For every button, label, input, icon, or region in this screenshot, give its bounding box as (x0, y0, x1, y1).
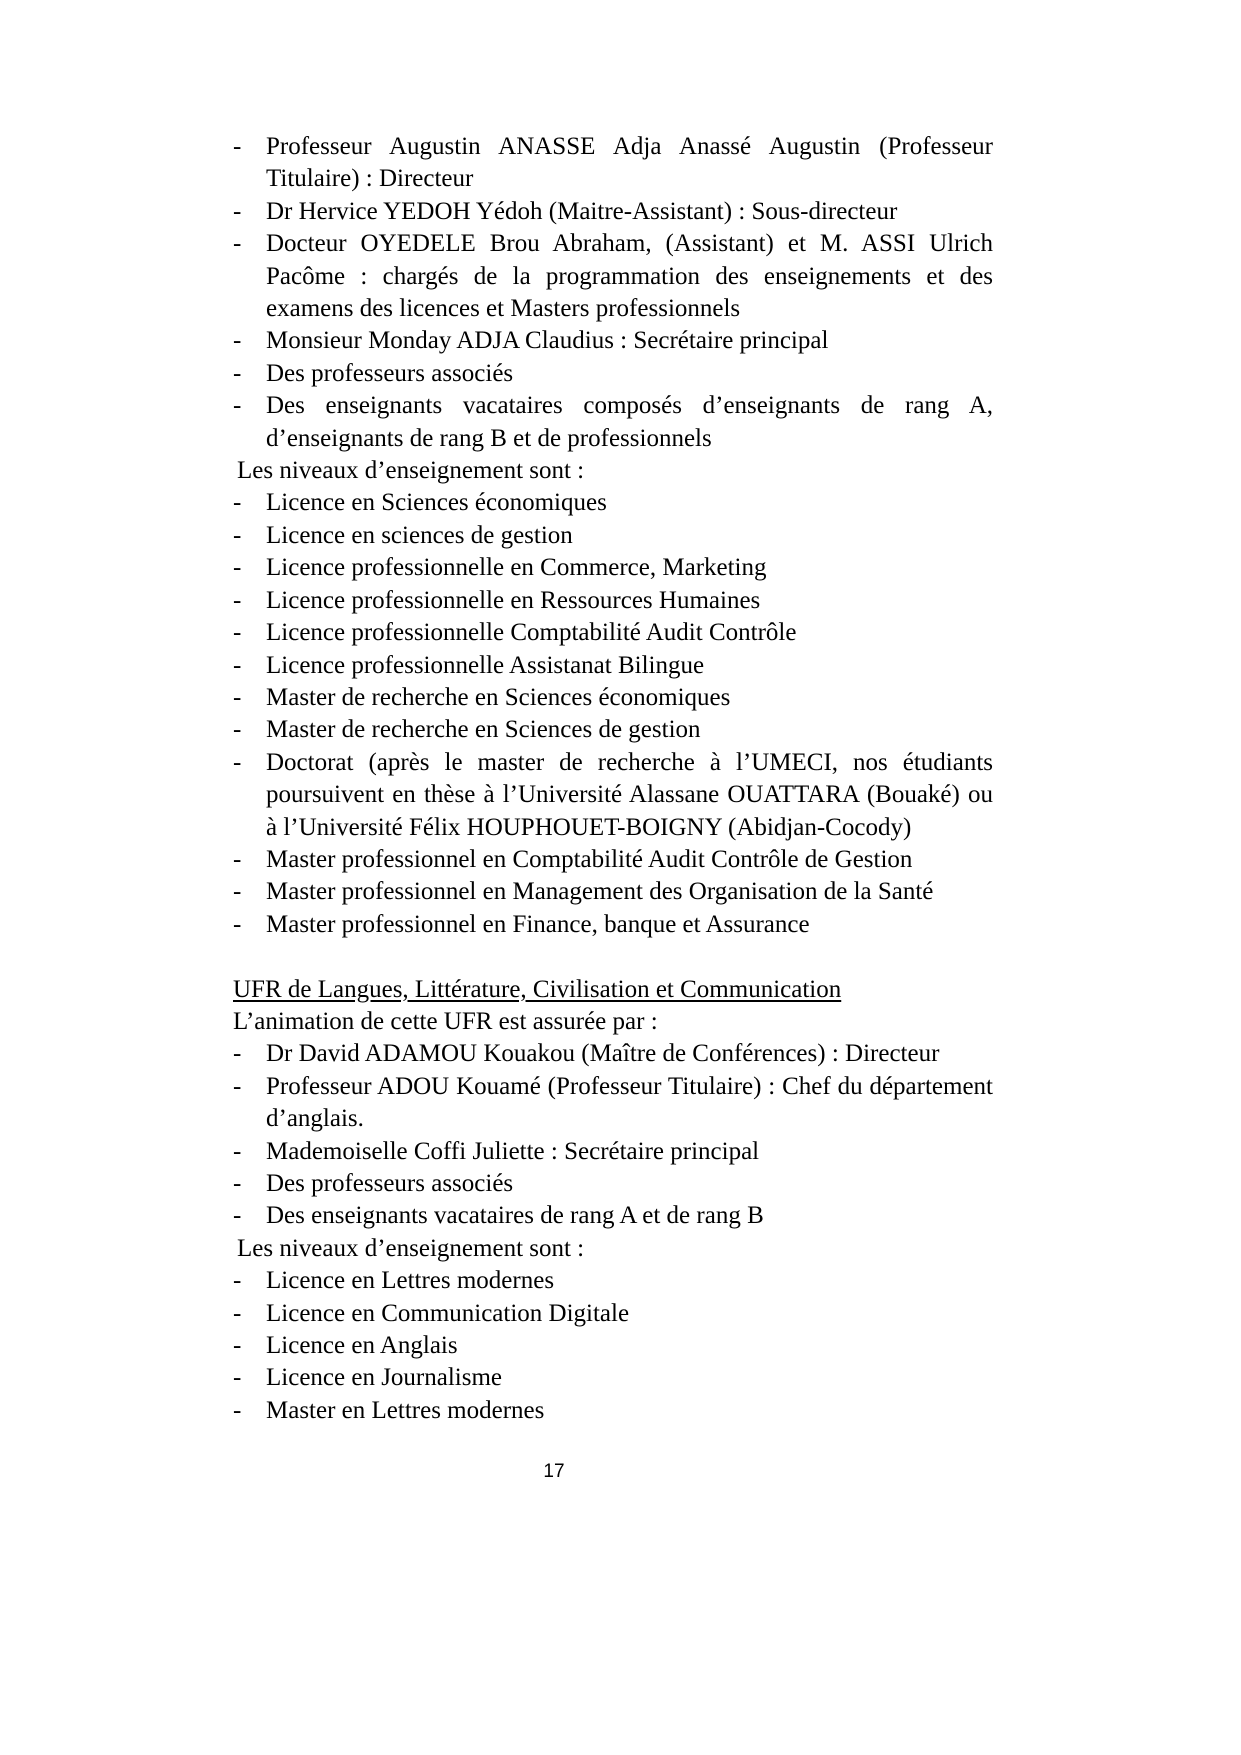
bullet-dash-icon: - (233, 327, 242, 355)
list-item: - Doctorat (après le master de recherche à l’UMECI, nos étudiants poursuivent en thèse à l’Université Alassane OUATTARA (Bouaké) ou à l’Université Félix HOUPHOUET-BOIGNY (Abidjan-Cocody) (233, 748, 993, 841)
list-item: - Licence professionnelle en Commerce, Marketing (233, 552, 993, 584)
page-content (233, 131, 993, 1427)
bullet-dash-icon: - (233, 521, 242, 549)
bullet-dash-icon: - (233, 1040, 242, 1068)
bullet-dash-icon: - (233, 845, 242, 873)
section-intro: L’animation de cette UFR est assurée par : (233, 1007, 658, 1035)
levels-list-section1 (233, 487, 993, 941)
bullet-dash-icon: - (233, 1072, 242, 1100)
bullet-dash-icon: - (233, 1299, 242, 1327)
list-item: - Master professionnel en Comptabilité Audit Contrôle de Gestion (233, 844, 993, 876)
list-item: - Licence en Journalisme (233, 1362, 993, 1394)
bullet-dash-icon: - (233, 619, 242, 647)
list-item: - Dr Hervice YEDOH Yédoh (Maitre-Assistant) : Sous-directeur (233, 196, 993, 228)
levels-intro: Les niveaux d’enseignement sont : (237, 457, 585, 485)
bullet-dash-icon: - (233, 910, 242, 938)
bullet-dash-icon: - (233, 716, 242, 744)
levels-list-section2 (233, 1265, 993, 1427)
bullet-dash-icon: - (233, 1396, 242, 1424)
bullet-dash-icon: - (233, 1169, 242, 1197)
bullet-dash-icon: - (233, 651, 242, 679)
list-item: - Licence en Communication Digitale (233, 1298, 993, 1330)
bullet-dash-icon: - (233, 133, 242, 160)
bullet-dash-icon: - (233, 1137, 242, 1165)
list-item: - Des professeurs associés (233, 358, 993, 390)
bullet-dash-icon: - (233, 489, 242, 517)
list-item: - Dr David ADAMOU Kouakou (Maître de Conférences) : Directeur (233, 1038, 993, 1070)
list-item: - Licence professionnelle en Ressources Humaines (233, 585, 993, 617)
list-item: - Master de recherche en Sciences économiques (233, 682, 993, 714)
list-item: - Licence professionnelle Comptabilité Audit Contrôle (233, 617, 993, 649)
list-item: - Monsieur Monday ADJA Claudius : Secrétaire principal (233, 325, 993, 357)
list-item: - Master de recherche en Sciences de gestion (233, 714, 993, 746)
list-item: - Master en Lettres modernes (233, 1395, 993, 1427)
list-item: - Licence en Lettres modernes (233, 1265, 993, 1297)
bullet-dash-icon: - (233, 586, 242, 614)
page-number: 17 (543, 1461, 565, 1482)
bullet-dash-icon: - (233, 878, 242, 906)
list-item: - Professeur Augustin ANASSE Adja Anassé Augustin (Professeur Titulaire) : Directeur (233, 133, 993, 193)
bullet-dash-icon: - (233, 1364, 242, 1392)
bullet-dash-icon: - (233, 748, 242, 776)
list-item: - Licence en sciences de gestion (233, 520, 993, 552)
list-item: - Licence en Sciences économiques (233, 487, 993, 519)
levels-intro: Les niveaux d’enseignement sont : (237, 1234, 585, 1262)
list-item: - Professeur ADOU Kouamé (Professeur Titulaire) : Chef du département d’anglais. (233, 1072, 993, 1133)
list-item: - Master professionnel en Management des Organisation de la Santé (233, 876, 993, 908)
blank-line (233, 941, 993, 973)
list-item: - Des professeurs associés (233, 1168, 993, 1200)
bullet-dash-icon: - (233, 683, 242, 711)
list-item: - Licence en Anglais (233, 1330, 993, 1362)
bullet-dash-icon: - (233, 359, 242, 387)
staff-list-section1 (233, 131, 993, 455)
section-heading: UFR de Langues, Littérature, Civilisation et Communication (233, 975, 842, 1003)
bullet-dash-icon: - (233, 230, 242, 258)
list-item: - Mademoiselle Coffi Juliette : Secrétaire principal (233, 1136, 993, 1168)
list-item: - Master professionnel en Finance, banque et Assurance (233, 909, 993, 941)
list-item: - Des enseignants vacataires composés d’enseignants de rang A, d’enseignants de rang B et de professionnels (233, 392, 993, 452)
list-item: - Des enseignants vacataires de rang A et de rang B (233, 1200, 993, 1232)
bullet-dash-icon: - (233, 1332, 242, 1360)
bullet-dash-icon: - (233, 554, 242, 582)
staff-list-section2 (233, 1038, 993, 1232)
bullet-dash-icon: - (233, 392, 242, 420)
bullet-dash-icon: - (233, 1267, 242, 1295)
list-item: - Docteur OYEDELE Brou Abraham, (Assistant) et M. ASSI Ulrich Pacôme : chargés de la programmation des enseignements et des examens des licences et Masters professionnels (233, 230, 993, 323)
bullet-dash-icon: - (233, 197, 242, 225)
bullet-dash-icon: - (233, 1202, 242, 1230)
list-item: - Licence professionnelle Assistanat Bilingue (233, 650, 993, 682)
